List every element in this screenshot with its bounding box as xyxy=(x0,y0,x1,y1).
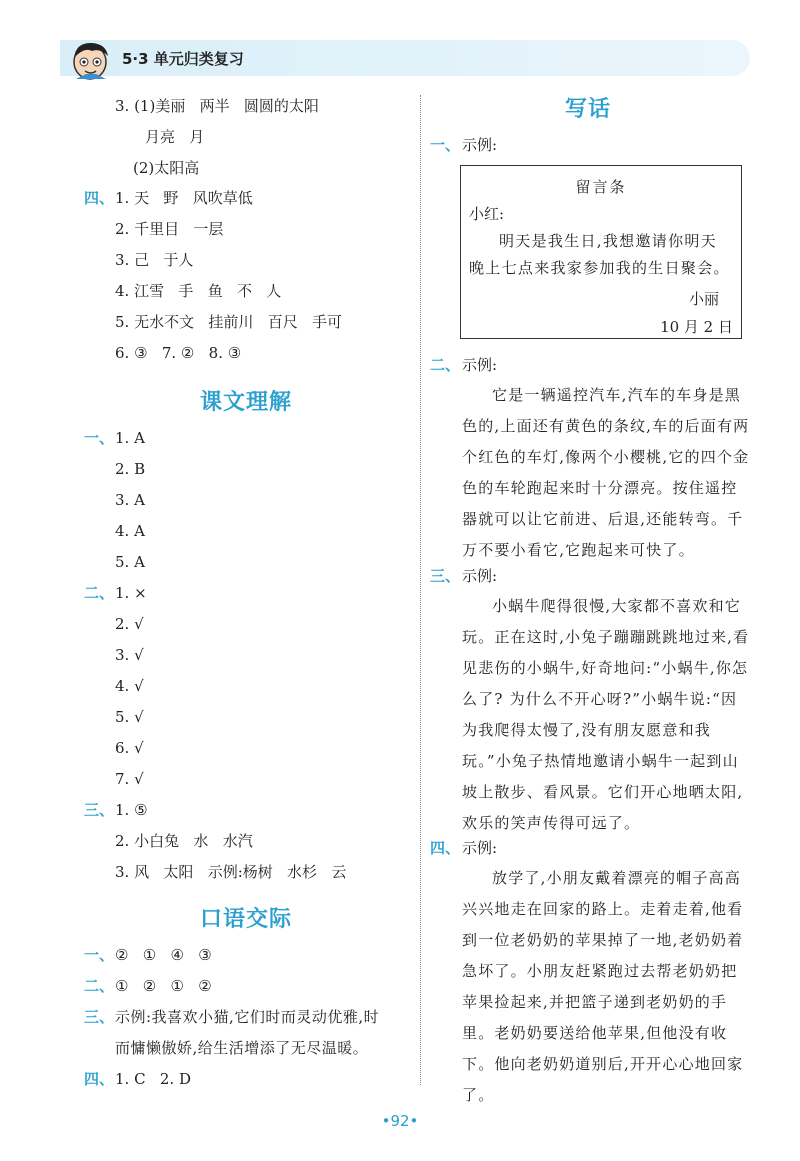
kw1-item2: 2. B xyxy=(115,460,146,478)
xh-section-3-number: 三、 xyxy=(430,567,461,585)
section-title-kouyu: 口语交际 xyxy=(200,907,293,932)
q3-line3: (2)太阳高 xyxy=(133,159,200,177)
xh3-paragraph: 小蜗牛爬得很慢,大家都不喜欢和它玩。正在这时,小兔子蹦蹦跳跳地过来,看见悲伤的小蜗牛,好奇地问:“小蜗牛,你怎么了? 为什么不开心呀?”小蜗牛说:“因为我爬得太慢了,没有朋友愿意和我玩。”小兔子热情地邀请小蜗牛一起到山坡上散步、看风景。它们开心地晒太阳,欢乐的笑声传得可远了。 xyxy=(462,597,750,832)
kw2-item4: 4. √ xyxy=(115,677,144,695)
ky-section-3-number: 三、 xyxy=(84,1008,115,1026)
kw2-item2: 2. √ xyxy=(115,615,144,633)
kw3-item3: 3. 风 太阳 示例:杨树 水杉 云 xyxy=(115,863,347,881)
ky3-answer-line2: 而慵懒傲娇,给生活增添了无尽温暖。 xyxy=(115,1039,369,1057)
kw2-item3: 3. √ xyxy=(115,646,144,664)
kw1-item3: 3. A xyxy=(115,491,145,509)
section-title-kewen: 课文理解 xyxy=(200,390,293,415)
note-body: 明天是我生日,我想邀请你明天晚上七点来我家参加我的生日聚会。 xyxy=(469,232,730,277)
ky-section-4-number: 四、 xyxy=(84,1070,115,1088)
column-divider xyxy=(420,95,421,1085)
s4-item1: 1. 天 野 风吹草低 xyxy=(115,189,253,207)
xh4-paragraph: 放学了,小朋友戴着漂亮的帽子高高兴兴地走在回家的路上。走着走着,他看到一位老奶奶的苹果掉了一地,老奶奶着急坏了。小朋友赶紧跑过去帮老奶奶把苹果捡起来,并把篮子递到老奶奶的手里。老奶奶要送给他苹果,但他没有收下。他向老奶奶道别后,开开心心地回家了。 xyxy=(462,869,744,1104)
q3-line2: 月亮 月 xyxy=(145,128,205,146)
ky2-answer: ① ② ① ② xyxy=(115,977,212,995)
kw3-item2: 2. 小白兔 水 水汽 xyxy=(115,832,253,850)
kw3-item1: 1. ⑤ xyxy=(115,801,148,819)
kw2-item1: 1. × xyxy=(115,584,147,602)
s4-item3: 3. 己 于人 xyxy=(115,251,194,269)
header-title: 5·3 单元归类复习 xyxy=(122,50,244,68)
boy-avatar-icon xyxy=(66,38,116,82)
note-date: 10 月 2 日 xyxy=(660,318,733,336)
xh1-label: 示例: xyxy=(462,136,498,154)
s4-item6: 6. ③ 7. ② 8. ③ xyxy=(115,344,242,362)
kw2-item5: 5. √ xyxy=(115,708,144,726)
s4-item2: 2. 千里目 一层 xyxy=(115,220,224,238)
ky1-answer: ② ① ④ ③ xyxy=(115,946,212,964)
kw1-item4: 4. A xyxy=(115,522,145,540)
xh2-paragraph: 它是一辆遥控汽车,汽车的车身是黑色的,上面还有黄色的条纹,车的后面有两个红色的车灯,像两个小樱桃,它的四个金色的车轮跑起来时十分漂亮。按住遥控器就可以让它前进、后退,还能转弯。千万不要小看它,它跑起来可快了。 xyxy=(462,386,750,559)
kw-section-3-number: 三、 xyxy=(84,801,115,819)
xh-section-4-number: 四、 xyxy=(430,839,461,857)
xh2-label: 示例: xyxy=(462,356,498,374)
section-title-xiehua: 写话 xyxy=(565,97,612,122)
kw-section-1-number: 一、 xyxy=(84,429,115,447)
xh3-label: 示例: xyxy=(462,567,498,585)
page-number: •92• xyxy=(381,1112,419,1130)
header-bar xyxy=(60,40,750,76)
s4-item5: 5. 无水不文 挂前川 百尺 手可 xyxy=(115,313,342,331)
note-signature: 小丽 xyxy=(688,290,719,308)
xh-section-2-number: 二、 xyxy=(430,356,461,374)
s4-item4: 4. 江雪 手 鱼 不 人 xyxy=(115,282,282,300)
xh-section-1-number: 一、 xyxy=(430,136,461,154)
note-title: 留言条 xyxy=(575,178,627,196)
ky4-answer: 1. C 2. D xyxy=(115,1070,191,1088)
kw-section-2-number: 二、 xyxy=(84,584,115,602)
note-to: 小红: xyxy=(469,205,505,223)
section-4-number: 四、 xyxy=(84,189,115,207)
kw2-item7: 7. √ xyxy=(115,770,144,788)
ky-section-2-number: 二、 xyxy=(84,977,115,995)
ky-section-1-number: 一、 xyxy=(84,946,115,964)
q3-line1: 3. (1)美丽 两半 圆圆的太阳 xyxy=(115,97,319,115)
xh4-label: 示例: xyxy=(462,839,498,857)
kw1-item1: 1. A xyxy=(115,429,145,447)
kw2-item6: 6. √ xyxy=(115,739,144,757)
kw1-item5: 5. A xyxy=(115,553,145,571)
ky3-answer-line1: 示例:我喜欢小猫,它们时而灵动优雅,时 xyxy=(115,1008,380,1026)
message-note-box xyxy=(460,165,742,339)
